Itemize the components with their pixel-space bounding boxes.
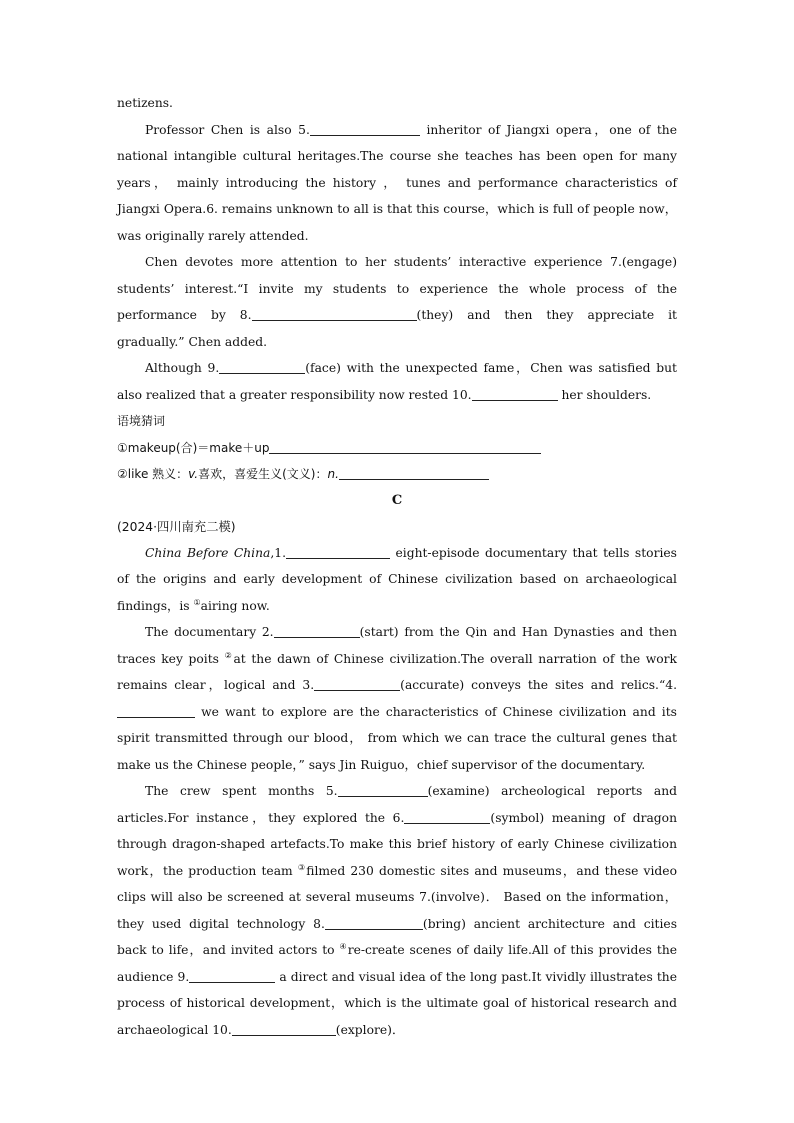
text-fragment: (symbol) meaning of dragon through dragon-shaped artefacts.To make this brief history of early Chinese civilization work，the production team [117,810,677,878]
answer-blank-5[interactable] [310,121,420,136]
answer-blank-c9[interactable] [189,968,275,983]
text-fragment: (start) from the Qin and Han Dynasties and then traces key poits [117,625,677,666]
text-fragment: ,1. [270,545,287,560]
answer-blank-8[interactable] [252,306,417,321]
footnote-marker: ② [224,650,234,660]
passage-b-paragraph-3 [117,355,677,408]
passage-c-paragraph-3 [117,778,677,1043]
text-fragment: at the dawn of Chinese civilization.The overall narration of the work remains clear，logical and 3. [117,651,678,692]
text-fragment: ②like 熟义： [117,467,189,481]
vocab-heading: 语境猜词 [117,414,166,428]
text-fragment: The documentary 2. [145,625,274,639]
text-fragment: eight-episode documentary that tells stories of the origins and early development of Chinese civilization based on archaeological findings，is [117,545,677,613]
text-fragment: (bring) ancient architecture and cities back to life，and invited actors to [117,916,678,957]
text-fragment: filmed 230 domestic sites and museums，and these video clips will also be screened at several museums 7.(involve)． Based on the information，they used digital technology 8. [117,863,677,931]
footnote-marker: ① [193,597,201,607]
passage-b-paragraph-1 [117,117,677,250]
answer-blank-10[interactable] [472,386,558,401]
text-fragment: Although 9. [145,361,220,375]
text-fragment: a direct and visual idea of the long past.It vividly illustrates the process of historical development，which is the ultimate goal of historical research and archaeological 10. [117,969,677,1037]
text-fragment: China Before China [145,545,271,560]
text-fragment: (they) and then they appreciate it gradually.” Chen added. [117,308,677,349]
text-fragment: ①makeup(合)＝make＋up [117,440,270,455]
text-fragment: Professor Chen is also 5. [145,122,310,137]
answer-blank-c1[interactable] [286,544,390,559]
text-fragment: (accurate) conveys the sites and relics.“4. [400,678,677,692]
text-fragment: (face) with the unexpected fame，Chen was satisfied but also realized that a greater responsibility now rested 10. [117,361,677,402]
answer-blank-c3[interactable] [314,676,400,691]
source-label: (2024·四川南充二模) [117,519,236,534]
text-fragment: re-create scenes of daily life.All of this provides the audience 9. [117,943,678,984]
text-fragment: 喜欢，喜爱生义(文义)： [198,467,328,481]
vocab-item-2 [117,461,677,488]
text-fragment: v. [188,467,199,481]
answer-blank-c10[interactable] [232,1021,336,1036]
answer-blank-vocab-2[interactable] [339,465,489,480]
answer-blank-c2[interactable] [274,623,360,638]
text-fragment: (explore)． [335,1022,405,1037]
answer-blank-c4[interactable] [117,703,195,718]
text-fragment: (examine) archeological reports and articles.For instance，they explored the 6. [117,784,678,825]
text-fragment: The crew spent months 5. [145,784,338,798]
answer-blank-9[interactable] [219,359,305,374]
text-fragment: her shoulders. [557,387,652,402]
text-fragment: n. [327,467,339,481]
footnote-marker: ③ [297,862,307,872]
passage-c-paragraph-1 [117,540,677,620]
text-fragment: Chen devotes more attention to her students’ interactive experience 7.(engage) students’ interest.“I invite my students to experience the whole process of the performance by 8. [117,255,677,322]
text-fragment: inheritor of Jiangxi opera，one of the national intangible cultural heritages.The course she teaches has been open for many years， mainly introducing the history ， tunes and performance characteristics of Jiangxi Opera.6. remains unknown to all is that this course，which is full of people now，was originally rarely attended. [117,122,677,243]
passage-b-fragment [117,90,677,117]
answer-blank-c8[interactable] [325,915,423,930]
passage-c-paragraph-2 [117,619,677,778]
text-fragment: we want to explore are the characteristics of Chinese civilization and its spirit transmitted through our blood， from which we can trace the cultural genes that make us the Chinese people，” says Jin Ruiguo，chief supervisor of the documentary. [117,704,677,772]
passage-b-paragraph-2 [117,249,677,355]
text-fragment: netizens. [117,96,173,110]
text-fragment: airing now. [200,598,270,613]
answer-blank-c5[interactable] [338,782,428,797]
document-page [117,90,677,1043]
vocab-item-1 [117,435,677,462]
section-title: C [391,492,403,508]
answer-blank-c6[interactable] [404,809,490,824]
footnote-marker: ④ [339,942,348,951]
answer-blank-vocab-1[interactable] [269,439,541,454]
